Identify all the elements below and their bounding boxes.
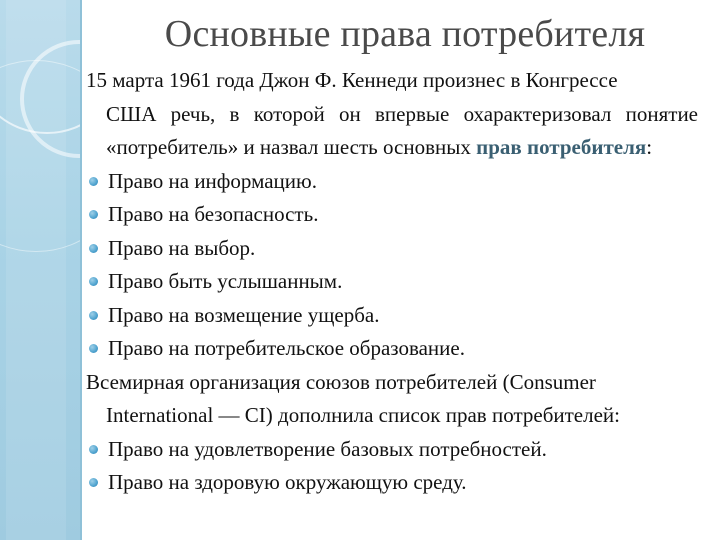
bullet-icon (89, 311, 98, 320)
ci-paragraph (86, 366, 698, 433)
intro-line: 15 марта 1961 года Джон Ф. Кеннеди произнес в Конгрессе (86, 68, 618, 92)
slide-body (86, 64, 698, 500)
side-decoration (0, 0, 80, 540)
list-item-text: Право на возмещение ущерба. (108, 302, 380, 327)
list-item-text: Право на здоровую окружающую среду. (108, 470, 467, 494)
ci-line: Всемирная организация союзов потребителей (Consumer (86, 369, 596, 394)
list-item-text: Право на безопасность. (108, 202, 319, 226)
bullet-icon (89, 177, 98, 186)
list-item (86, 165, 698, 199)
bullet-icon (89, 344, 98, 353)
slide-title: Основные права потребителя (164, 13, 646, 55)
list-item-text: Право быть услышанным. (108, 269, 343, 293)
intro-continuation (86, 98, 698, 165)
list-item (86, 332, 698, 366)
bullet-icon (89, 478, 98, 487)
list-item-text: Право на выбор. (108, 235, 256, 260)
list-item (86, 433, 698, 467)
bullet-icon (89, 445, 98, 454)
ci-rights-list (86, 433, 698, 500)
ci-continuation: International — CI) дополнила список прав потребителей: (106, 403, 620, 427)
intro-colon: : (646, 135, 653, 159)
bullet-icon (89, 277, 98, 286)
list-item-text: Право на информацию. (108, 168, 317, 193)
list-item (86, 299, 698, 333)
list-item (86, 198, 698, 232)
intro-text: США речь, в которой он впервые охарактеризовал понятие «потребитель» и назвал шесть основных (106, 101, 698, 159)
intro-paragraph (86, 64, 698, 165)
bullet-icon (89, 244, 98, 253)
list-item-text: Право на потребительское образование. (108, 336, 465, 360)
side-separator (80, 0, 82, 540)
highlight-term: прав потребителя (476, 135, 647, 159)
bullet-icon (89, 210, 98, 219)
list-item (86, 232, 698, 266)
list-item-text: Право на удовлетворение базовых потребностей. (108, 436, 547, 461)
list-item (86, 265, 698, 299)
kennedy-rights-list (86, 165, 698, 366)
list-item (86, 466, 698, 500)
